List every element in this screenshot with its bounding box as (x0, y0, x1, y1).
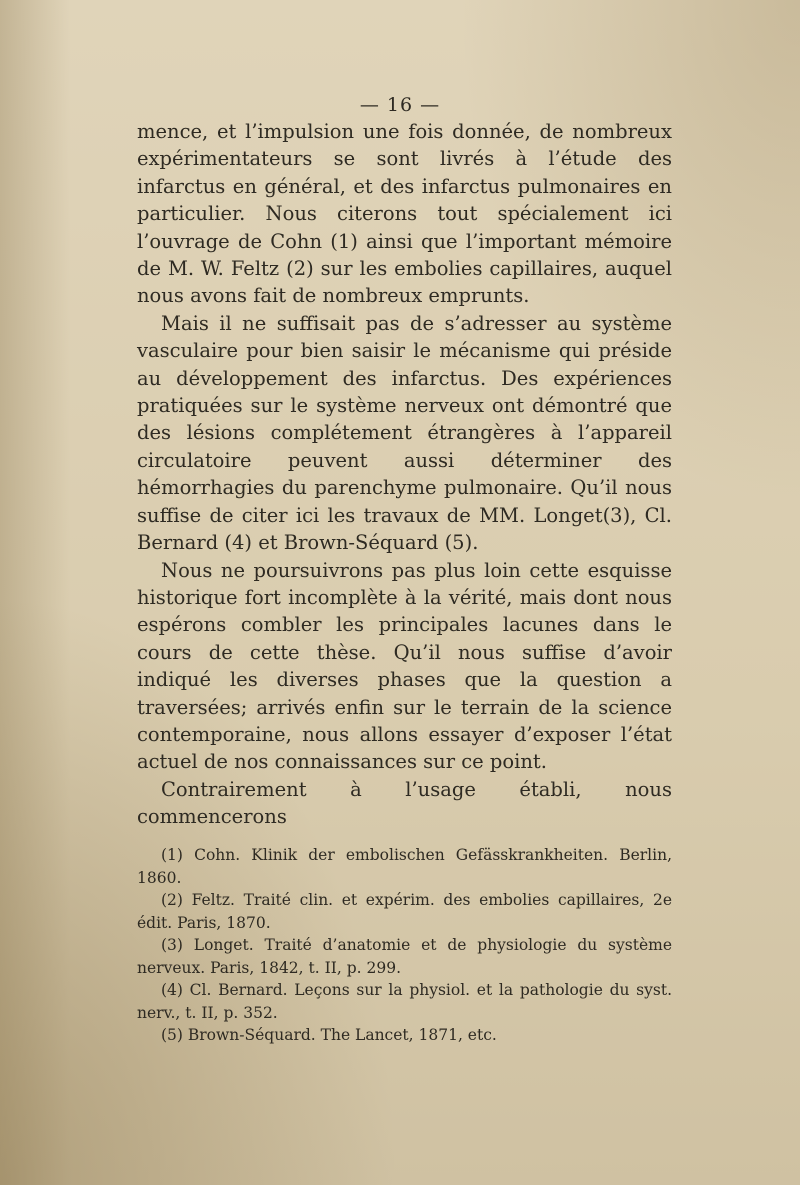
footnotes (137, 844, 672, 1047)
footnote: (2) Feltz. Traité clin. et expérim. des embolies capillaires, 2e édit. Paris, 1870. (137, 891, 672, 932)
paragraph: mence, et l’impulsion une fois donnée, de nombreux expérimentateurs se sont livrés à l’étude des infarctus en général, et des infarctus pulmonaires en particulier. Nous citerons tout spécialement ici l’ouvrage de Cohn (1) ainsi que l’important mémoire de M. W. Feltz (2) sur les embolies capillaires, auquel nous avons fait de nombreux emprunts. (137, 120, 672, 308)
paragraph: Mais il ne suffisait pas de s’adresser au système vasculaire pour bien saisir le mécanisme qui préside au développement des infarctus. Des expériences pratiquées sur le système nerveux ont démontré que des lésions complétement étrangères à l’appareil circulatoire peuvent aussi déterminer des hémorrhagies du parenchyme pulmonaire. Qu’il nous suffise de citer ici les travaux de MM. Longet(3), Cl. Bernard (4) et Brown-Séquard (5). (137, 311, 672, 555)
main-text (137, 118, 672, 831)
footnote: (1) Cohn. Klinik der embolischen Gefässkrankheiten. Berlin, 1860. (137, 846, 672, 887)
footnote: (5) Brown-Séquard. The Lancet, 1871, etc. (161, 1026, 497, 1044)
footnote: (4) Cl. Bernard. Leçons sur la physiol. et la pathologie du syst. nerv., t. II, p. 352. (137, 981, 672, 1022)
paragraph: Contrairement à l’usage établi, nous commencerons (137, 777, 672, 829)
paragraph: Nous ne poursuivrons pas plus loin cette esquisse historique fort incomplète à la vérité, mais dont nous espérons combler les principales lacunes dans le cours de cette thèse. Qu’il nous suffise d’avoir indiqué les diverses phases que la question a traversées; arrivés enfin sur le terrain de la science contemporaine, nous allons essayer d’exposer l’état actuel de nos connaissances sur ce point. (137, 558, 672, 774)
page-number: — 16 — (359, 94, 441, 116)
footnote: (3) Longet. Traité d’anatomie et de physiologie du système nerveux. Paris, 1842, t. II, p. 299. (137, 936, 672, 977)
